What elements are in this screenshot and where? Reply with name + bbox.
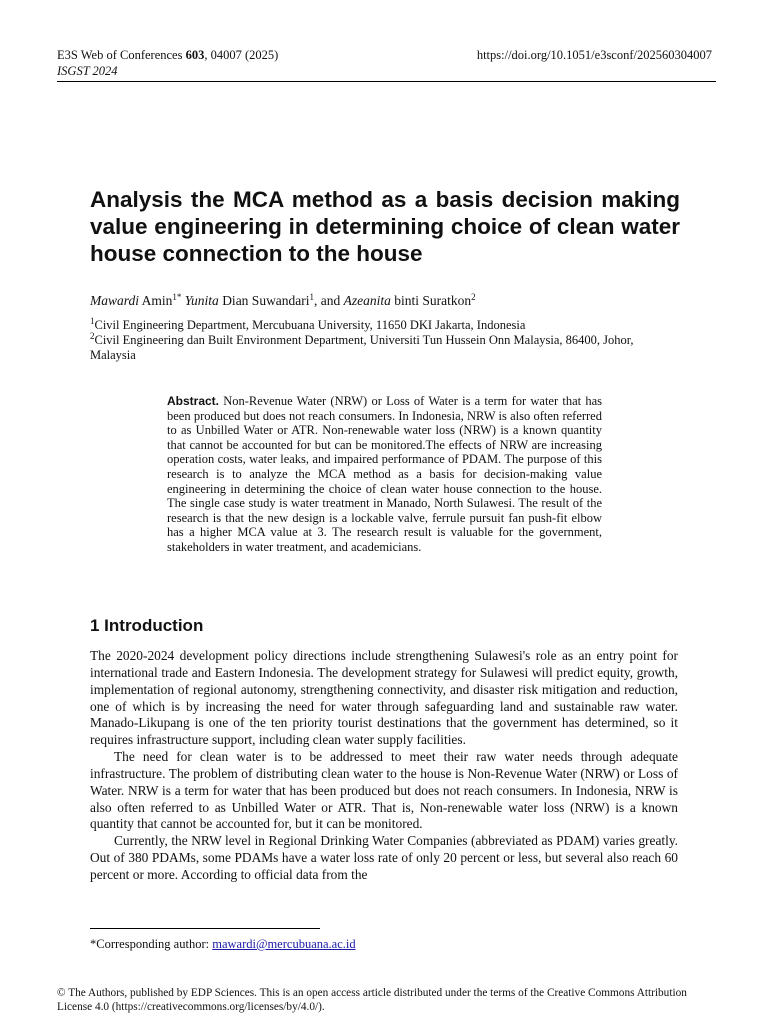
paragraph: The 2020-2024 development policy directions include strengthening Sulawesi's role as an entry point for international trade and Eastern Indonesia. The development strategy for Sulawesi will predict equity, growth, implementation of regional autonomy, strengthening connectivity, and disaster risk mitigation and reduction, one of which is by increasing the need for water through safeguarding land and sustainable raw water. Manado-Likupang is one of the ten priority tourist destinations that the government has determined, so it requires infrastructure support, including clean water supply facilities. <box>90 648 678 748</box>
section-heading: 1 Introduction <box>90 616 204 635</box>
abstract-label: Abstract. <box>167 394 220 408</box>
author-last-name: Amin <box>139 293 173 308</box>
abstract-text: Non-Revenue Water (NRW) or Loss of Water is a term for water that has been produced but does not reach consumers. In Indonesia, NRW is also often referred to as Unbilled Water or ATR. Non-renewable water loss (NRW) is a known quantity that cannot be accounted for but can be monitored.The effects of NRW are increasing operation costs, water leaks, and impaired performance of PDAM. The purpose of this research is to analyze the MCA method as a basis for decision-making value engineering in determining the choice of clean water house connection to the house. The single case study is water treatment in Manado, North Sulawesi. The result of the research is that the new design is a lockable valve, ferrule pursuit fan push-fit elbow has a higher MCA value at 3. The research result is valuable for the government, stakeholders in water treatment, and academicians. <box>167 394 602 554</box>
paper-title: Analysis the MCA method as a basis decision making value engineering in determining choice of clean water house connection to the house <box>90 187 680 266</box>
affiliation-2 <box>90 333 680 363</box>
footnote-label: *Corresponding author: <box>90 937 213 951</box>
author-first-name: Mawardi <box>90 293 140 308</box>
author-list <box>90 292 476 309</box>
author-affiliation-mark: 2 <box>471 292 476 302</box>
author-affiliation-mark: 1 <box>309 292 315 302</box>
corresponding-author-footnote <box>90 936 356 952</box>
doi-link[interactable]: https://doi.org/10.1051/e3sconf/202560304007 <box>476 48 712 62</box>
paragraph: The need for clean water is to be addressed to meet their raw water needs through adequate infrastructure. The problem of distributing clean water to the house is Non-Revenue Water (NRW) or Loss of Water. NRW is a term for water that has been produced but does not reach consumers. In Indonesia, NRW is also often referred to as Unbilled Water or ATR. That is, Non-renewable water loss (NRW) is a known quantity that cannot be accounted for, but it can be monitored. <box>90 749 678 832</box>
author-separator: , and <box>314 293 344 308</box>
author-last-name: binti Suratkon <box>390 293 472 308</box>
affiliation-list <box>90 318 680 363</box>
journal-volume: 603 <box>185 48 205 62</box>
author-affiliation-mark: 1* <box>172 292 182 302</box>
footnote-divider <box>90 928 320 929</box>
author-email-link[interactable]: mawardi@mercubuana.ac.id <box>212 937 356 951</box>
conference-name: ISGST 2024 <box>57 64 118 78</box>
article-number: , 04007 (2025) <box>204 48 279 62</box>
paragraph: Currently, the NRW level in Regional Drinking Water Companies (abbreviated as PDAM) varies greatly. Out of 380 PDAMs, some PDAMs have a water loss rate of only 20 percent or less, but several also reach 60 percent or more. According to official data from the <box>90 833 678 882</box>
author-first-name: Azeanita <box>343 293 391 308</box>
section-body <box>90 648 678 884</box>
abstract <box>167 394 602 555</box>
author-last-name: Dian Suwandari <box>218 293 310 308</box>
header-divider <box>57 81 716 82</box>
journal-citation <box>57 47 278 63</box>
affiliation-text: Civil Engineering Department, Mercubuana University, 11650 DKI Jakarta, Indonesia <box>94 318 526 332</box>
affiliation-mark: 2 <box>90 331 95 341</box>
affiliation-text: Civil Engineering dan Built Environment Department, Universiti Tun Hussein Onn Malaysia, 86400, Johor, Malaysia <box>90 333 634 362</box>
affiliation-mark: 1 <box>90 316 95 326</box>
journal-name: E3S Web of Conferences <box>57 48 186 62</box>
license-notice: © The Authors, published by EDP Sciences. This is an open access article distributed under the terms of the Creative Commons Attribution License 4.0 (https://creativecommons.org/licenses/by/4.0/). <box>57 987 687 1013</box>
author-first-name: Yunita <box>184 293 219 308</box>
affiliation-1 <box>90 318 680 333</box>
